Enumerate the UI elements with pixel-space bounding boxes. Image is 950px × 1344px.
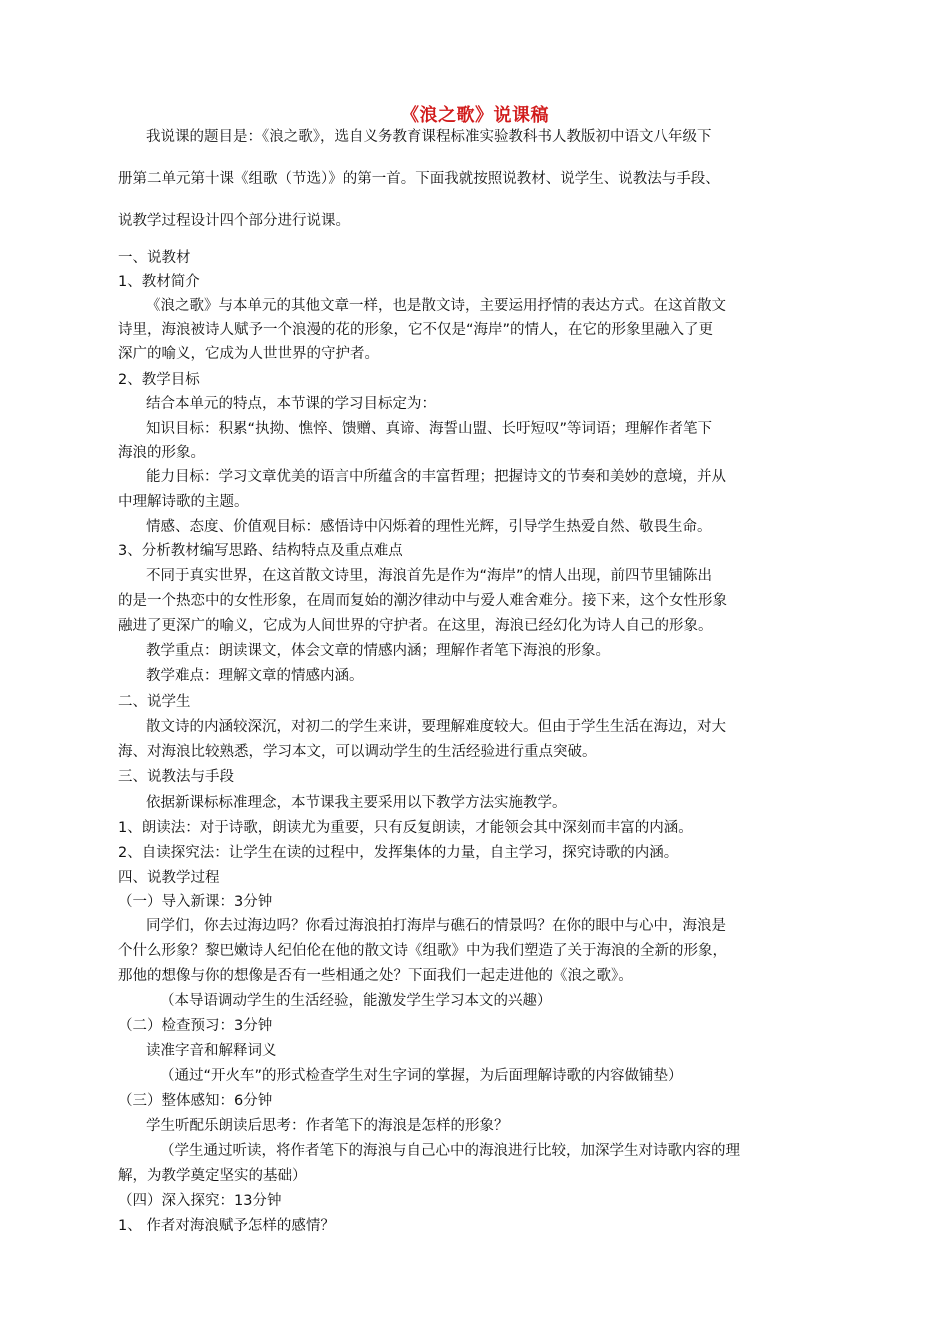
- paragraph-line: 不同于真实世界，在这首散文诗里，海浪首先是作为“海岸”的情人出现，前四节里铺陈出: [146, 568, 713, 584]
- section-heading: 三、说教法与手段: [118, 769, 234, 785]
- annotation-line: 解，为教学奠定坚实的基础）: [118, 1168, 307, 1184]
- subsection-heading: （四）深入探究：13分钟: [118, 1193, 282, 1209]
- paragraph-line: 个什么形象？黎巴嫩诗人纪伯伦在他的散文诗《组歌》中为我们塑造了关于海浪的全新的形象，: [118, 943, 727, 959]
- section-heading: 二、说学生: [118, 694, 191, 710]
- paragraph-line: 海、对海浪比较熟悉，学习本文，可以调动学生的生活经验进行重点突破。: [118, 744, 597, 760]
- section-heading: 一、说教材: [118, 250, 191, 266]
- subsection-heading: （一）导入新课：3分钟: [118, 894, 273, 910]
- subsection-heading: （二）检查预习：3分钟: [118, 1018, 273, 1034]
- paragraph-line: 教学重点：朗读课文，体会文章的情感内涵；理解作者笔下海浪的形象。: [146, 643, 610, 659]
- annotation-line: （本导语调动学生的生活经验，能激发学生学习本文的兴趣）: [160, 993, 552, 1009]
- list-item: 2、自读探究法：让学生在读的过程中，发挥集体的力量，自主学习，探究诗歌的内涵。: [118, 845, 679, 861]
- section-heading: 四、说教学过程: [118, 870, 220, 886]
- paragraph-line: 结合本单元的特点，本节课的学习目标定为：: [146, 396, 436, 412]
- paragraph-line: 同学们，你去过海边吗？你看过海浪拍打海岸与礁石的情景吗？在你的眼中与心中，海浪是: [146, 918, 726, 934]
- paragraph-line: 海浪的形象。: [118, 445, 205, 461]
- paragraph-line: 能力目标：学习文章优美的语言中所蕴含的丰富哲理；把握诗文的节奏和美妙的意境，并从: [146, 469, 726, 485]
- paragraph-line: 的是一个热恋中的女性形象，在周而复始的潮汐律动中与爱人难舍难分。接下来，这个女性形象: [118, 593, 727, 609]
- intro-line: 我说课的题目是：《浪之歌》，选自义务教育课程标准实验教科书人教版初中语文八年级下: [146, 129, 712, 145]
- paragraph-line: 融进了更深广的喻义，它成为人间世界的守护者。在这里，海浪已经幻化为诗人自己的形象。: [118, 618, 713, 634]
- annotation-line: （通过“开火车”的形式检查学生对生字词的掌握，为后面理解诗歌的内容做铺垫）: [160, 1068, 683, 1084]
- paragraph-line: 诗里，海浪被诗人赋予一个浪漫的花的形象，它不仅是“海岸”的情人，在它的形象里融入了更: [118, 322, 714, 338]
- paragraph-line: 知识目标：积累“执拗、憔悴、馈赠、真谛、海誓山盟、长吁短叹”等词语；理解作者笔下: [146, 421, 713, 437]
- paragraph-line: 散文诗的内涵较深沉，对初二的学生来讲，要理解难度较大。但由于学生生活在海边，对大: [146, 719, 726, 735]
- list-item: 1、 作者对海浪赋予怎样的感情？: [118, 1218, 335, 1234]
- subsection-heading: 3、分析教材编写思路、结构特点及重点难点: [118, 543, 403, 559]
- paragraph-line: 依据新课标标准理念，本节课我主要采用以下教学方法实施教学。: [146, 795, 567, 811]
- subsection-heading: （三）整体感知：6分钟: [118, 1093, 273, 1109]
- intro-line: 说教学过程设计四个部分进行说课。: [118, 213, 350, 229]
- page-title: 《浪之歌》说课稿: [401, 105, 549, 126]
- intro-line: 册第二单元第十课《组歌（节选）》的第一首。下面我就按照说教材、说学生、说教法与手段、: [118, 171, 720, 187]
- list-item: 1、朗读法：对于诗歌，朗读尤为重要，只有反复朗读，才能领会其中深刻而丰富的内涵。: [118, 820, 693, 836]
- paragraph-line: 教学难点：理解文章的情感内涵。: [146, 668, 364, 684]
- subsection-heading: 2、教学目标: [118, 372, 200, 388]
- paragraph-line: 情感、态度、价值观目标：感悟诗中闪烁着的理性光辉，引导学生热爱自然、敬畏生命。: [146, 519, 712, 535]
- paragraph-line: 深广的喻义，它成为人世世界的守护者。: [118, 346, 379, 362]
- paragraph-line: 《浪之歌》与本单元的其他文章一样，也是散文诗，主要运用抒情的表达方式。在这首散文: [146, 298, 726, 314]
- paragraph-line: 那他的想像与你的想像是否有一些相通之处？下面我们一起走进他的《浪之歌》。: [118, 968, 633, 984]
- paragraph-line: 读准字音和解释词义: [146, 1043, 277, 1059]
- paragraph-line: 学生听配乐朗读后思考：作者笔下的海浪是怎样的形象？: [146, 1118, 509, 1134]
- subsection-heading: 1、教材简介: [118, 274, 200, 290]
- paragraph-line: 中理解诗歌的主题。: [118, 494, 249, 510]
- annotation-line: （学生通过听读，将作者笔下的海浪与自己心中的海浪进行比较，加深学生对诗歌内容的理: [160, 1143, 740, 1159]
